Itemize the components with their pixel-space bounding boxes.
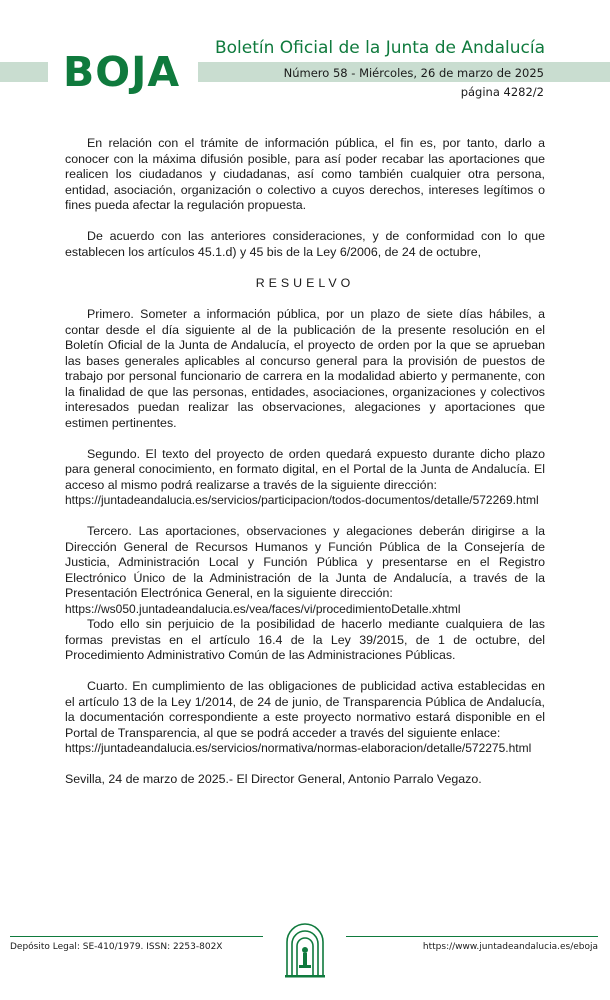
bulletin-title: Boletín Oficial de la Junta de Andalucía <box>214 38 545 58</box>
footer-rule-right <box>346 936 598 937</box>
paragraph-tercero-extra: Todo ello sin perjuicio de la posibilidad de hacerlo mediante cualquiera de las formas previstas en el artículo 16.4 de la Ley 39/2015, de 1 de octubre, del Procedimiento Administrativo Común de las Administraciones Públicas. <box>65 617 545 662</box>
paragraph-legal-basis: De acuerdo con las anteriores consideraciones, y de conformidad con lo que establecen los artículos 45.1.d) y 45 bis de la Ley 6/2006, de 24 de octubre, <box>65 229 545 259</box>
segundo-text: Segundo. El texto del proyecto de orden quedará expuesto durante dicho plazo para general conocimiento, en formato digital, en el Portal de la Junta de Andalucía. El acceso al mismo podrá realizarse a través de la siguiente dirección: <box>65 446 545 492</box>
junta-andalucia-emblem-icon <box>283 920 327 980</box>
paragraph-intro: En relación con el trámite de información pública, el fin es, por tanto, darlo a conocer con la máxima difusión posible, para así poder recabar las aportaciones que realicen los ciudadanos y ciudadanas, así como también cualquier otra persona, entidad, asociación, organización o colectivo a cuyos derechos, intereses legítimos o fines pueda afectar la regulación propuesta. <box>65 136 545 212</box>
footer-rule-left <box>10 936 263 937</box>
header-band-left <box>0 62 48 82</box>
paragraph-tercero <box>65 524 545 617</box>
boja-logo: BOJA <box>63 48 181 96</box>
tercero-text: Tercero. Las aportaciones, observaciones y alegaciones deberán dirigirse a la Dirección General de Recursos Humanos y Función Pública de la Consejería de Justicia, Administración Local y Función Pública y presentarse en el Registro Electrónico Único de la Administración de la Junta de Andalucía, a través de la Presentación Electrónica General, en la siguiente dirección: <box>65 524 545 600</box>
cuarto-link[interactable]: https://juntadeandalucia.es/servicios/normativa/normas-elaboracion/detalle/572275.html <box>65 741 532 755</box>
paragraph-segundo <box>65 447 545 509</box>
cuarto-text: Cuarto. En cumplimiento de las obligaciones de publicidad activa establecidas en el artículo 13 de la Ley 1/2014, de 24 de junio, de Transparencia Pública de Andalucía, la documentación correspondiente a este proyecto normativo estará disponible en el Portal de Transparencia, al que se podrá acceder a través del siguiente enlace: <box>65 679 545 740</box>
document-body <box>65 136 545 803</box>
website-link[interactable]: https://www.juntadeandalucia.es/eboja <box>422 942 598 952</box>
signature: Sevilla, 24 de marzo de 2025.- El Director General, Antonio Parralo Vegazo. <box>65 772 482 786</box>
paragraph-primero: Primero. Someter a información pública, por un plazo de siete días hábiles, a contar desde el día siguiente al de la publicación de la presente resolución en el Boletín Oficial de la Junta de Andalucía, el proyecto de orden por la que se aprueban las bases generales aplicables al concurso general para la provisión de puestos de trabajo por personal funcionario de carrera en la modalidad abierto y permanente, con la finalidad de que las personas, entidades, asociaciones, organizaciones y colectivos interesados puedan realizar las observaciones, alegaciones y aportaciones que estimen pertinentes. <box>65 307 545 430</box>
tercero-link[interactable]: https://ws050.juntadeandalucia.es/vea/faces/vi/procedimientoDetalle.xhtml <box>65 601 461 616</box>
resuelvo-heading: RESUELVO <box>255 275 355 290</box>
page-number: página 4282/2 <box>460 85 544 99</box>
issue-info: Número 58 - Miércoles, 26 de marzo de 2025 <box>283 66 544 80</box>
segundo-link[interactable]: https://juntadeandalucia.es/servicios/participacion/todos-documentos/detalle/572269.html <box>65 493 539 507</box>
paragraph-cuarto <box>65 679 545 757</box>
legal-deposit: Depósito Legal: SE-410/1979. ISSN: 2253-802X <box>10 942 223 952</box>
